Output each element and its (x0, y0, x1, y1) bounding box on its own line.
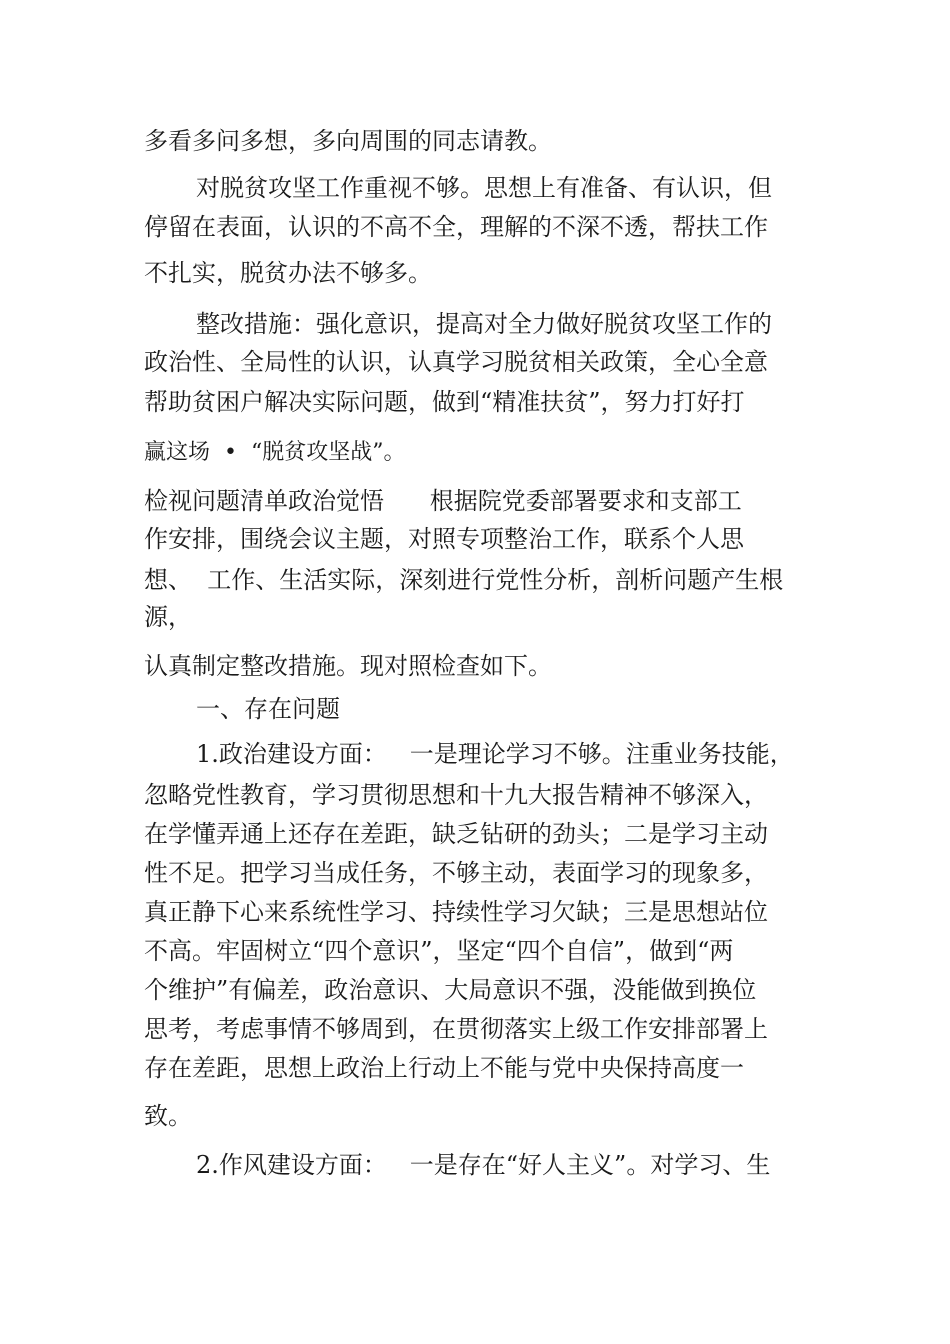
text-line-11: 想、 工作、生活实际，深刻进行党性分析，剖析问题产生根 (144, 566, 784, 594)
text-line-20: 不高。牢固树立“四个意识”，坚定“四个自信”，做到“两 (144, 937, 734, 965)
text-line-2: 对脱贫攻坚工作重视不够。思想上有准备、有认识，但 (196, 174, 772, 202)
text-line-17: 在学懂弄通上还存在差距，缺乏钻研的劲头；二是学习主动 (144, 820, 768, 848)
text-line-5: 整改措施：强化意识，提高对全力做好脱贫攻坚工作的 (196, 310, 772, 338)
text-line-9: 检视问题清单政治觉悟 根据院党委部署要求和支部工 (144, 487, 742, 515)
text-line-13: 认真制定整改措施。现对照检查如下。 (144, 652, 552, 680)
text-line-7: 帮助贫困户解决实际问题，做到“精准扶贫”，努力打好打 (144, 388, 745, 416)
text-line-10: 作安排，围绕会议主题，对照专项整治工作，联系个人思 (144, 525, 744, 553)
text-line-6: 政治性、全局性的认识，认真学习脱贫相关政策，全心全意 (144, 348, 768, 376)
text-line-22: 思考，考虑事情不够周到，在贯彻落实上级工作安排部署上 (144, 1015, 768, 1043)
text-line-24: 致。 (144, 1102, 192, 1130)
text-line-16: 忽略党性教育，学习贯彻思想和十九大报告精神不够深入， (144, 781, 768, 809)
text-line-25: 2.作风建设方面： 一是存在“好人主义”。对学习、生 (196, 1151, 771, 1179)
section-heading: 一、存在问题 (196, 695, 340, 723)
text-line-21: 个维护”有偏差，政治意识、大局意识不强，没能做到换位 (144, 976, 757, 1004)
text-line-23: 存在差距，思想上政治上行动上不能与党中央保持高度一 (144, 1054, 744, 1082)
text-line-15: 1.政治建设方面： 一是理论学习不够。注重业务技能， (196, 740, 794, 768)
text-line-8: 赢这场 • “脱贫攻坚战”。 (144, 440, 406, 465)
text-line-4: 不扎实，脱贫办法不够多。 (144, 259, 432, 287)
text-line-1: 多看多问多想，多向周围的同志请教。 (144, 127, 552, 155)
text-line-19: 真正静下心来系统性学习、持续性学习欠缺；三是思想站位 (144, 898, 768, 926)
text-line-3: 停留在表面，认识的不高不全，理解的不深不透，帮扶工作 (144, 213, 768, 241)
text-line-18: 性不足。把学习当成任务，不够主动，表面学习的现象多， (144, 859, 768, 887)
text-line-12: 源， (144, 603, 192, 631)
